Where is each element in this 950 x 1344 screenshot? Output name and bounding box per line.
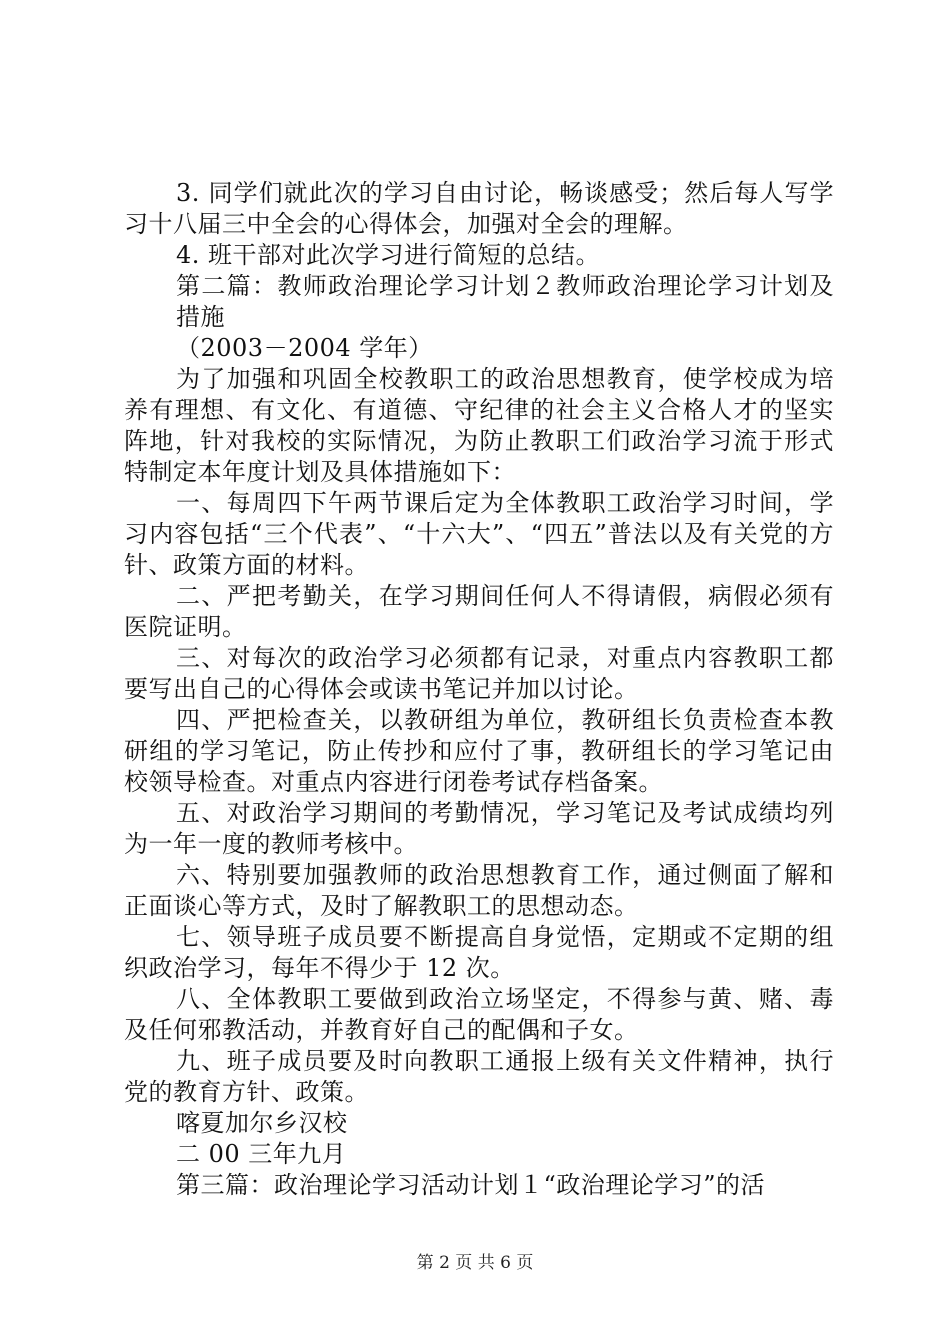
paragraph: 3. 同学们就此次的学习自由讨论，畅谈感受；然后每人写学习十八届三中全会的心得体会，加强对全会的理解。 — [124, 179, 834, 238]
page-footer: 第 2 页 共 6 页 — [416, 1253, 534, 1273]
paragraph: 四、严把检查关，以教研组为单位，教研组长负责检查本教研组的学习笔记，防止传抄和应付了事，教研组长的学习笔记由校领导检查。对重点内容进行闭卷考试存档备案。 — [124, 706, 834, 796]
paragraph: 八、全体教职工要做到政治立场坚定，不得参与黄、赌、毒及任何邪教活动，并教育好自己的配偶和子女。 — [124, 985, 834, 1044]
paragraph: 九、班子成员要及时向教职工通报上级有关文件精神，执行党的教育方针、政策。 — [124, 1047, 834, 1106]
paragraph: 五、对政治学习期间的考勤情况，学习笔记及考试成绩均列为一年一度的教师考核中。 — [124, 799, 834, 858]
section-heading: 第三篇：政治理论学习活动计划１“政治理论学习”的活 — [176, 1171, 766, 1199]
document-body — [124, 178, 834, 1201]
paragraph: 七、领导班子成员要不断提高自身觉悟，定期或不定期的组织政治学习，每年不得少于 12 次。 — [124, 923, 834, 982]
signature-date: 二 00 三年九月 — [176, 1140, 347, 1168]
signature-school: 喀夏加尔乡汉校 — [176, 1109, 348, 1137]
paragraph: 六、特别要加强教师的政治思想教育工作，通过侧面了解和正面谈心等方式，及时了解教职工的思想动态。 — [124, 861, 834, 920]
section-heading: 第二篇：教师政治理论学习计划２教师政治理论学习计划及措施 — [176, 272, 834, 331]
paragraph: 为了加强和巩固全校教职工的政治思想教育，使学校成为培养有理想、有文化、有道德、守纪律的社会主义合格人才的坚实阵地，针对我校的实际情况，为防止教职工们政治学习流于形式特制定本年度计划及具体措施如下： — [124, 365, 834, 486]
paragraph: 一、每周四下午两节课后定为全体教职工政治学习时间，学习内容包括“三个代表”、“十六大”、“四五”普法以及有关党的方针、政策方面的材料。 — [124, 489, 834, 579]
paragraph: 二、严把考勤关，在学习期间任何人不得请假，病假必须有医院证明。 — [124, 582, 834, 641]
paragraph: 4. 班干部对此次学习进行简短的总结。 — [176, 241, 601, 269]
school-year: （2003－2004 学年） — [176, 334, 433, 362]
paragraph: 三、对每次的政治学习必须都有记录，对重点内容教职工都要写出自己的心得体会或读书笔记并加以讨论。 — [124, 644, 834, 703]
